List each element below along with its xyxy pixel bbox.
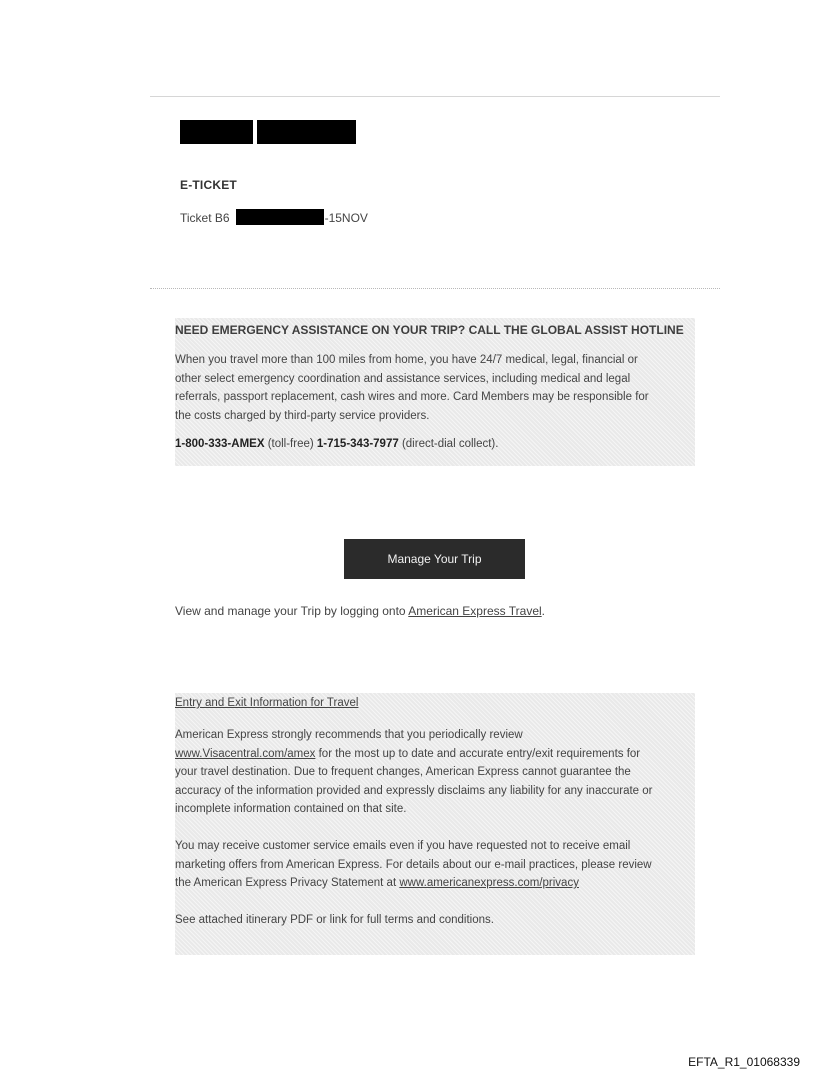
entry-exit-box <box>175 693 695 955</box>
hotline-numbers <box>175 438 695 450</box>
entry-line: your travel destination. Due to frequent changes, American Express cannot guarantee the <box>175 766 631 779</box>
redaction-block <box>236 209 324 225</box>
emergency-body-line: other select emergency coordination and assistance services, including medical and legal <box>175 372 631 385</box>
privacy-line: You may receive customer service emails even if you have requested not to receive email <box>175 839 631 852</box>
emergency-body-line: the costs charged by third-party service providers. <box>175 409 430 422</box>
terms-note: See attached itinerary PDF or link for full terms and conditions. <box>175 913 494 926</box>
privacy-line: marketing offers from American Express. For details about our e-mail practices, please review <box>175 858 652 871</box>
manage-trip-text <box>175 604 545 618</box>
entry-exit-heading-link[interactable]: Entry and Exit Information for Travel <box>175 697 359 709</box>
top-divider <box>150 96 720 97</box>
ticket-number <box>180 209 368 225</box>
eticket-title: E-TICKET <box>180 178 237 192</box>
emergency-assistance-box <box>175 318 695 466</box>
document-id: EFTA_R1_01068339 <box>688 1055 800 1069</box>
entry-line: incomplete information contained on that site. <box>175 803 407 816</box>
entry-line: for the most up to date and accurate entry/exit requirements for <box>315 747 641 760</box>
privacy-line: the American Express Privacy Statement at <box>175 877 400 890</box>
section-divider <box>150 288 720 289</box>
manage-text: View and manage your Trip by logging onto <box>175 604 409 618</box>
emergency-body <box>175 351 695 425</box>
privacy-link[interactable]: www.americanexpress.com/privacy <box>399 877 579 890</box>
manage-text-end: . <box>541 604 546 618</box>
redaction-block <box>180 120 253 144</box>
collect-number: 1-715-343-7977 <box>316 438 399 451</box>
entry-paragraph-2 <box>175 837 695 893</box>
tollfree-label: (toll-free) <box>267 438 314 451</box>
entry-line: accuracy of the information provided and expressly disclaims any liability for any inaccurate or <box>175 784 653 797</box>
amex-travel-link[interactable]: American Express Travel <box>408 604 542 618</box>
collect-label: (direct-dial collect). <box>401 438 499 451</box>
manage-trip-button[interactable]: Manage Your Trip <box>344 539 525 579</box>
entry-line: American Express strongly recommends that you periodically review <box>175 729 523 741</box>
emergency-body-line: When you travel more than 100 miles from home, you have 24/7 medical, legal, financial or <box>175 354 638 366</box>
ticket-prefix: Ticket B6 <box>180 211 230 225</box>
visacentral-link[interactable]: www.Visacentral.com/amex <box>175 747 316 760</box>
ticket-suffix: -15NOV <box>324 211 368 225</box>
entry-paragraph-1 <box>175 726 695 819</box>
emergency-body-line: referrals, passport replacement, cash wires and more. Card Members may be responsible for <box>175 391 649 404</box>
emergency-heading: NEED EMERGENCY ASSISTANCE ON YOUR TRIP? CALL THE GLOBAL ASSIST HOTLINE <box>175 323 684 337</box>
redaction-block <box>257 120 356 144</box>
tollfree-number: 1-800-333-AMEX <box>175 438 265 451</box>
